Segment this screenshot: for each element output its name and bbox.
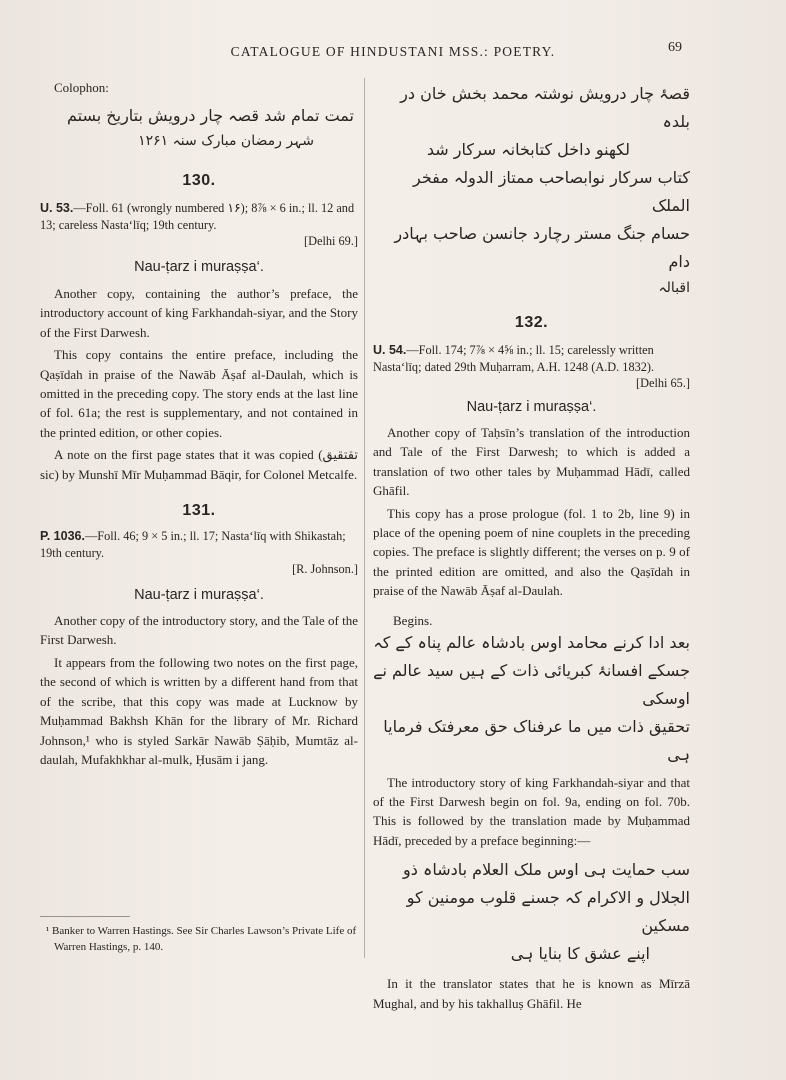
- entry-132-paragraph-4: In it the translator states that he is known as Mīrzā Mughal, and by his takhalluṣ Ghāfil. He: [373, 976, 690, 1011]
- left-column: [40, 80, 358, 769]
- entry-131-source: [R. Johnson.]: [292, 562, 358, 577]
- entry-132-details: —Foll. 174; 7⅞ × 4⅝ in.; ll. 15; carelessly written Nasta‘līq; dated 29th Muḥarram, A.H. 1248 (A.D. 1832).: [373, 343, 655, 374]
- preface-urdu-line-1: سب حمایت ہی اوس ملک العلام بادشاہ ذو: [403, 860, 690, 880]
- right-column: [373, 80, 690, 1013]
- entry-130-paragraph-3: A note on the first page states that it was copied (تقتقیق sic) by Munshī Mīr Muḥammad Bāqir, for Colonel Metcalfe.: [40, 447, 358, 482]
- entry-131-paragraph-2: It appears from the following two notes on the first page, the second of which is written by a different hand from that of the scribe, that this copy was made at Lucknow by Muḥammad Bakhsh Khān for the library of Mr. Richard Johnson,¹ who is styled Sarkār Nawāb Ṣāḥib, Mumtāz al-daulah, Mufakhkhar al-mulk, Ḥusām i jang.: [40, 654, 358, 767]
- begins-label: Begins.: [393, 612, 433, 628]
- right-urdu-line-2: لکھنو داخل کتابخانہ سرکار شد: [426, 140, 630, 159]
- entry-130-description: [40, 200, 358, 234]
- entry-131-title: Nau-ṭarz i muraṣṣa‘.: [134, 587, 264, 604]
- entry-131-paragraph-1: Another copy of the introductory story, and the Tale of the First Darwesh.: [40, 613, 358, 648]
- right-urdu-line-4: حسام جنگ مستر رچارد جانسن صاحب بہادر دام: [394, 224, 690, 271]
- entry-132-title: Nau-ṭarz i muraṣṣa‘.: [466, 399, 597, 415]
- right-urdu-line-1: قصۂ چار درویش نوشتہ محمد بخش خان در بلدہ: [400, 84, 690, 131]
- entry-132-shelfmark: U. 54.: [373, 343, 407, 357]
- colophon-label: Colophon:: [54, 80, 109, 95]
- footnote-text: ¹ Banker to Warren Hastings. See Sir Charles Lawson’s Private Life of Warren Hastings, p. 140.: [46, 925, 357, 953]
- entry-130-source: [Delhi 69.]: [304, 234, 358, 248]
- entry-130-title: Nau-ṭarz i muraṣṣa‘.: [134, 259, 264, 275]
- entry-130-details: —Foll. 61 (wrongly numbered ۱۶); 8⅞ × 6 in.; ll. 12 and 13; careless Nasta‘līq; 19th century.: [40, 201, 355, 232]
- entry-130-paragraph-2: This copy contains the entire preface, including the Qaṣīdah in praise of the Nawāb Āṣaf al-Daulah, which is omitted in the preceding copy. The story ends at the last line of fol. 61a; the rest is supplementary, and not contained in the printed edition, or other copies.: [40, 347, 358, 440]
- entry-132-paragraph-1: Another copy of Taḥsīn’s translation of the introduction and Tale of the First Darwesh; to which is added a translation of two other tales by Muḥammad Hādī, called Ghāfil.: [373, 425, 690, 499]
- colophon-urdu-line-2: شہر رمضان مبارک سنہ ۱۲۶۱: [138, 133, 314, 149]
- right-urdu-line-3: کتاب سرکار نوابصاحب ممتاز الدولہ مفخر الملک: [413, 168, 690, 215]
- begins-urdu-line-1: بعد ادا کرنے محامد اوس بادشاہ عالم پناہ کے کہ: [373, 632, 690, 652]
- begins-urdu-line-3: تحقیق ذات میں ما عرفناک حق معرفتک فرمایا ہی: [383, 716, 690, 764]
- entry-131-description: [40, 528, 358, 562]
- entry-130-paragraph-1: Another copy, containing the author’s preface, the introductory account of king Farkhandah-siyar, and the Story of the First Darwesh.: [40, 286, 358, 340]
- entry-132-description: [373, 342, 690, 376]
- entry-132-paragraph-2: This copy has a prose prologue (fol. 1 to 2b, line 9) in place of the opening poem of nine couplets in the preceding copies. The preface is slightly different; the verses on p. 9 of the printed edition are omitted, and also the Qaṣīdah in praise of the Nawāb Āṣaf al-Daulah.: [373, 505, 690, 599]
- begins-urdu-line-2: جسکے افسانۂ کبریائی ذات کے ہیں سید عالم نے اوسکی: [373, 660, 690, 708]
- entry-number-132: 132.: [514, 314, 549, 331]
- entry-132-paragraph-3: The introductory story of king Farkhandah-siyar and that of the First Darwesh begin on fol. 9a, ending on fol. 70b. This is followed by the translation made by Muḥammad Hādī, preceded by a preface beginning:—: [373, 774, 690, 848]
- colophon-urdu-line-1: تمت تمام شد قصہ چار درویش بتاریخ بستم: [67, 106, 354, 125]
- right-urdu-line-5: اقبالہ: [658, 280, 690, 296]
- preface-urdu-line-3: اپنے عشق کا بنایا ہی: [510, 944, 650, 964]
- entry-131-shelfmark: P. 1036.: [40, 529, 85, 544]
- entry-132-source: [Delhi 65.]: [636, 376, 690, 390]
- page-number: 69: [668, 40, 682, 55]
- column-divider: [364, 78, 365, 958]
- entry-131-details: —Foll. 46; 9 × 5 in.; ll. 17; Nasta‘līq with Shikastah; 19th century.: [40, 529, 346, 561]
- footnote-block: [40, 916, 358, 955]
- running-title: CATALOGUE OF HINDUSTANI MSS.: POETRY.: [230, 44, 556, 59]
- preface-urdu-line-2: الجلال و الاکرام کہ جسنے قلوب مومنین کو مسکین: [406, 888, 690, 936]
- entry-number-130: 130.: [182, 172, 216, 189]
- entry-number-131: 131.: [182, 502, 216, 520]
- entry-130-shelfmark: U. 53.: [40, 201, 74, 215]
